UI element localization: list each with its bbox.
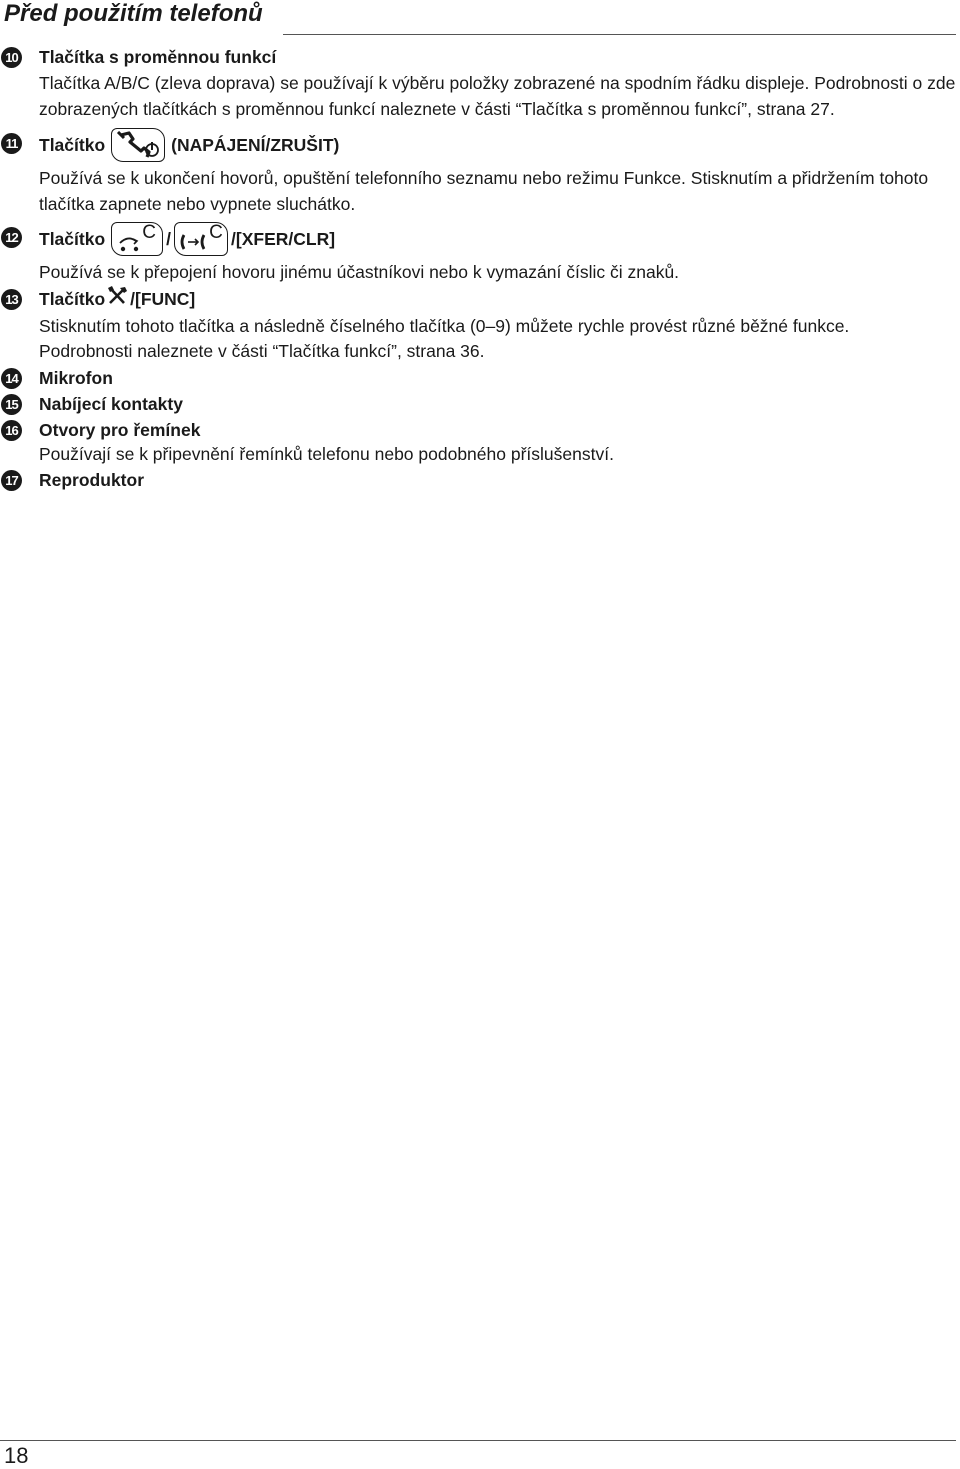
tools-icon: [107, 286, 129, 313]
item-number-badge: 10: [1, 47, 22, 68]
item-number-badge: 16: [1, 420, 22, 441]
item-title: Reproduktor: [39, 470, 144, 490]
list-item: [0, 391, 960, 417]
transfer-c-icon: [111, 222, 163, 256]
item-title-prefix: Tlačítko: [39, 229, 106, 249]
list-item: [0, 219, 960, 286]
item-number-badge: 14: [1, 368, 22, 389]
list-item: [0, 417, 960, 468]
header-divider: [283, 34, 956, 35]
item-title: [39, 286, 960, 313]
item-title-suffix: /[XFER/CLR]: [231, 229, 336, 249]
item-description: Používá se k ukončení hovorů, opuštění telefonního seznamu nebo režimu Funkce. Stisknutím a přidržením tohoto tlačítka zapnete nebo vypnete sluchátko.: [39, 168, 929, 214]
key-letter: C: [209, 222, 223, 243]
item-title: [39, 219, 960, 259]
item-title-suffix: /[FUNC]: [130, 289, 196, 309]
item-number-badge: 11: [1, 133, 22, 154]
item-list: [0, 44, 960, 493]
item-title-prefix: Tlačítko: [39, 289, 106, 309]
phone-hangup-power-icon: [111, 128, 165, 162]
item-title: Mikrofon: [39, 367, 113, 388]
item-number-badge: 17: [1, 470, 22, 491]
list-item: [0, 286, 960, 365]
key-letter: C: [142, 222, 156, 243]
page-number: 18: [4, 1443, 29, 1468]
list-item: [0, 125, 960, 217]
item-description: Podrobnosti naleznete v části “Tlačítka funkcí”, strana 36.: [39, 341, 485, 361]
item-title: [39, 125, 960, 165]
item-title-prefix: Tlačítko: [39, 135, 106, 155]
item-title-suffix: (NAPÁJENÍ/ZRUŠIT): [171, 135, 340, 155]
item-description: Používá se k přepojení hovoru jinému účastníkovi nebo k vymazání číslic či znaků.: [39, 262, 680, 282]
footer-divider: [0, 1440, 956, 1441]
item-description: Stisknutím tohoto tlačítka a následně číselného tlačítka (0–9) můžete rychle provést různé běžné funkce.: [39, 315, 850, 336]
key-separator: /: [166, 229, 172, 249]
list-item: [0, 467, 960, 493]
item-title: Otvory pro řemínek: [39, 419, 201, 440]
item-description: Používají se k připevnění řemínků telefonu nebo podobného příslušenství.: [39, 443, 614, 464]
list-item: [0, 365, 960, 391]
page-title: Před použitím telefonů: [4, 0, 263, 27]
item-number-badge: 12: [1, 227, 22, 248]
item-title: Tlačítka s proměnnou funkcí: [39, 47, 277, 67]
item-number-badge: 15: [1, 394, 22, 415]
item-title: Nabíjecí kontakty: [39, 393, 183, 414]
list-item: [0, 44, 960, 122]
item-number-badge: 13: [1, 289, 22, 310]
item-description: Tlačítka A/B/C (zleva doprava) se používají k výběru položky zobrazené na spodním řádku displeje. Podrobnosti o zde zobrazených tlačítkách s proměnnou funkcí naleznete v části “Tlačítka s proměnnou funkcí”, strana 27.: [39, 73, 956, 119]
handset-transfer-c-icon: [174, 222, 228, 256]
